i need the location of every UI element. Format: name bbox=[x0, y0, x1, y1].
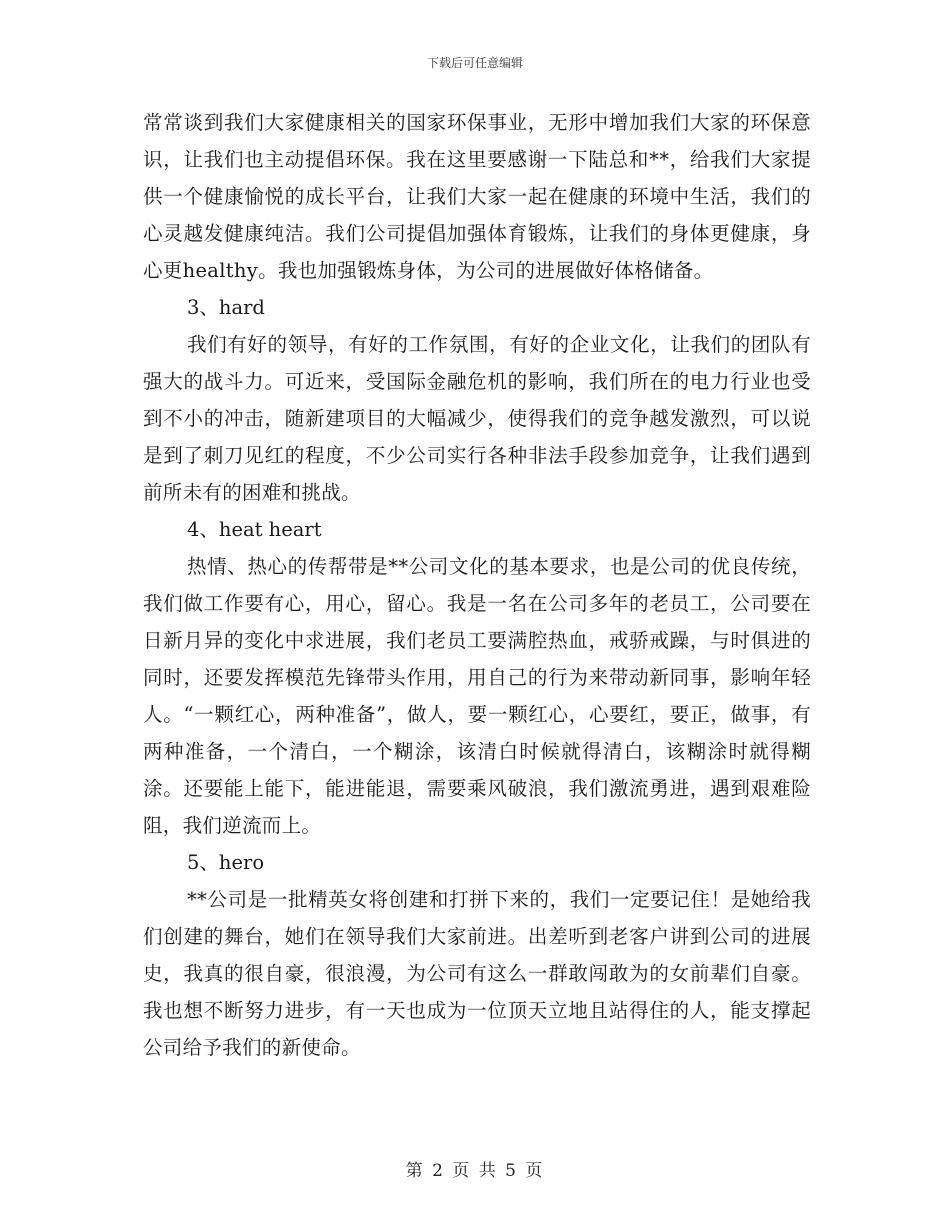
section-heading-hero: 5、hero bbox=[187, 851, 265, 874]
section-heading-heat-heart: 4、heat heart bbox=[187, 518, 322, 541]
page-footer: 第 2 页 共 5 页 bbox=[405, 1161, 545, 1181]
paragraph-heat-heart: 热情、热心的传帮带是**公司文化的基本要求，也是公司的优良传统，我们做工作要有心，用心，留心。我是一名在公司多年的老员工，公司要在日新月异的变化中求进展，我们老员工要满腔热血，戒骄戒躁，与时俱进的同时，还要发挥模范先锋带头作用，用自己的行为来带动新同事，影响年轻人。“一颗红心，两种准备”，做人，要一颗红心，心要红，要正，做事，有两种准备，一个清白，一个糊涂，该清白时候就得清白，该糊涂时就得糊涂。还要能上能下，能进能退，需要乘风破浪，我们激流勇进，遇到艰难险阻，我们逆流而上。 bbox=[143, 555, 811, 837]
page-header: 下载后可任意编辑 bbox=[426, 56, 523, 70]
document-body bbox=[143, 104, 811, 1066]
section-heading-hard: 3、hard bbox=[187, 296, 265, 319]
paragraph-hard: 我们有好的领导，有好的工作氛围，有好的企业文化，让我们的团队有强大的战斗力。可近来，受国际金融危机的影响，我们所在的电力行业也受到不小的冲击，随新建项目的大幅减少，使得我们的竞争越发激烈，可以说是到了刺刀见红的程度，不少公司实行各种非法手段参加竞争，让我们遇到前所未有的困难和挑战。 bbox=[143, 333, 811, 504]
paragraph-hero: **公司是一批精英女将创建和打拼下来的，我们一定要记住！是她给我们创建的舞台，她们在领导我们大家前进。出差听到老客户讲到公司的进展史，我真的很自豪，很浪漫，为公司有这么一群敢闯敢为的女前辈们自豪。我也想不断努力进步，有一天也成为一位顶天立地且站得住的人，能支撑起公司给予我们的新使命。 bbox=[143, 888, 811, 1059]
paragraph-environment: 常常谈到我们大家健康相关的国家环保事业，无形中增加我们大家的环保意识，让我们也主动提倡环保。我在这里要感谢一下陆总和**，给我们大家提供一个健康愉悦的成长平台，让我们大家一起在健康的环境中生活，我们的心灵越发健康纯洁。我们公司提倡加强体育锻炼，让我们的身体更健康，身心更healthy。我也加强锻炼身体，为公司的进展做好体格储备。 bbox=[143, 111, 811, 282]
